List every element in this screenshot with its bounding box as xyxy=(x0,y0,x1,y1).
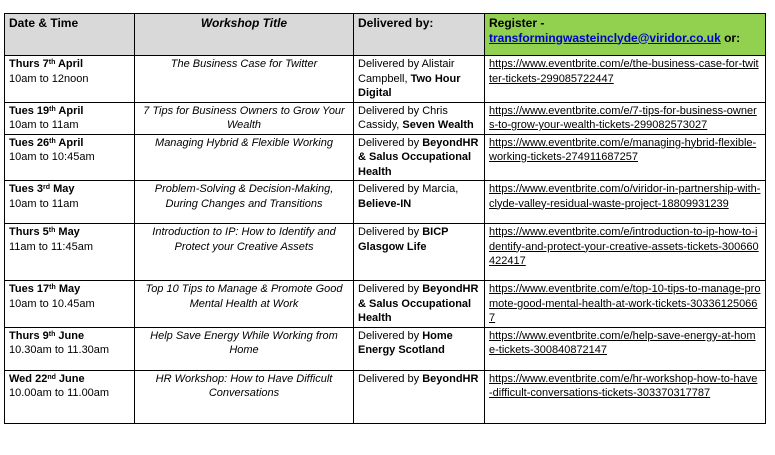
day-label: Tues 3 xyxy=(9,183,44,195)
time-label: 11am to 11:45am xyxy=(9,240,93,253)
eventbrite-link[interactable]: https://www.eventbrite.com/e/the-business-case-for-twitter-tickets-299085722447 xyxy=(489,58,759,85)
day-suffix: th xyxy=(49,105,56,113)
table-row xyxy=(5,102,766,134)
day-label: Tues 26 xyxy=(9,136,50,149)
date-cell xyxy=(5,327,135,370)
workshop-schedule-table xyxy=(4,13,766,424)
workshop-title: Introduction to IP: How to Identify and Protect your Creative Assets xyxy=(135,224,354,281)
delivered-by-cell xyxy=(354,181,485,224)
day-label: Tues 19 xyxy=(9,104,50,117)
eventbrite-link[interactable]: https://www.eventbrite.com/e/hr-workshop-how-to-have-difficult-conversations-tickets-303370317787 xyxy=(489,372,758,399)
date-cell xyxy=(5,102,135,134)
table-row xyxy=(5,181,766,224)
delivered-by-cell xyxy=(354,56,485,103)
time-label: 10am to 11am xyxy=(9,197,79,210)
delivered-by-cell xyxy=(354,224,485,281)
eventbrite-link[interactable]: https://www.eventbrite.com/e/help-save-energy-at-home-tickets-300840872147 xyxy=(489,329,756,356)
register-link-cell xyxy=(485,281,766,328)
table-row xyxy=(5,370,766,423)
organisation: BeyondHR & Salus Occupational Health xyxy=(358,283,479,324)
day-suffix: th xyxy=(49,284,56,291)
organisation: Home Energy Scotland xyxy=(358,329,453,356)
workshop-title: HR Workshop: How to Have Difficult Conversations xyxy=(135,370,354,423)
register-link-cell xyxy=(485,56,766,103)
register-link-cell xyxy=(485,134,766,181)
date-cell xyxy=(5,134,135,181)
workshop-title: The Business Case for Twitter xyxy=(135,56,354,103)
table-row xyxy=(5,134,766,181)
day-label: Thurs 7 xyxy=(9,58,49,70)
register-link-cell xyxy=(485,370,766,423)
register-label: Register - xyxy=(489,16,545,30)
day-suffix: th xyxy=(49,137,56,145)
register-link-cell xyxy=(485,327,766,370)
register-header xyxy=(485,14,766,56)
date-cell xyxy=(5,281,135,328)
workshop-title: 7 Tips for Business Owners to Grow Your Wealth xyxy=(135,102,354,134)
presenter: Delivered by Chris Cassidy, xyxy=(358,104,448,131)
eventbrite-link[interactable]: https://www.eventbrite.com/e/introduction-to-ip-how-to-identify-and-protect-your-creative-assets-tickets-300660422417 xyxy=(489,226,759,267)
table-row xyxy=(5,224,766,281)
month-label: June xyxy=(55,329,85,342)
register-or: or: xyxy=(720,30,741,45)
eventbrite-link[interactable]: https://www.eventbrite.com/e/top-10-tips-to-manage-promote-good-mental-health-at-work-tickets-303361250667 xyxy=(489,283,761,324)
organisation: Seven Wealth xyxy=(402,119,474,131)
month-label: May xyxy=(50,183,75,195)
day-suffix: nd xyxy=(47,373,56,381)
presenter: Delivered by xyxy=(358,136,423,149)
date-cell xyxy=(5,56,135,103)
day-suffix: th xyxy=(48,330,56,338)
table-header-row xyxy=(5,14,766,56)
time-label: 10.00am to 11.00am xyxy=(9,387,110,399)
presenter: Delivered by xyxy=(358,226,423,238)
time-label: 10am to 10:45am xyxy=(9,151,95,163)
time-label: 10am to 12noon xyxy=(9,72,89,85)
date-cell xyxy=(5,181,135,224)
month-label: April xyxy=(55,104,84,117)
workshop-title: Managing Hybrid & Flexible Working xyxy=(135,134,354,181)
delivered-by-cell xyxy=(354,327,485,370)
month-label: May xyxy=(55,283,81,295)
register-link-cell xyxy=(485,181,766,224)
presenter: Delivered by Alistair Campbell, xyxy=(358,58,455,85)
month-label: June xyxy=(55,372,85,385)
workshop-title: Help Save Energy While Working from Home xyxy=(135,327,354,370)
organisation: Believe-IN xyxy=(358,197,412,210)
register-link-cell xyxy=(485,102,766,134)
month-label: April xyxy=(55,58,84,70)
eventbrite-link[interactable]: https://www.eventbrite.com/e/7-tips-for-business-owners-to-grow-your-wealth-tickets-299082573027 xyxy=(489,104,757,131)
delivered-by-cell xyxy=(354,370,485,423)
table-row xyxy=(5,281,766,328)
month-label: April xyxy=(55,136,84,149)
presenter: Delivered by xyxy=(358,283,423,295)
workshop-title-header: Workshop Title xyxy=(135,14,354,56)
eventbrite-link[interactable]: https://www.eventbrite.com/e/managing-hybrid-flexible-working-tickets-274911687257 xyxy=(489,136,757,163)
workshop-title: Problem-Solving & Decision-Making, During Changes and Transitions xyxy=(135,181,354,224)
presenter: Delivered by xyxy=(358,372,423,385)
date-time-header: Date & Time xyxy=(5,14,135,56)
time-label: 10.30am to 11.30am xyxy=(9,344,110,356)
day-suffix: th xyxy=(48,227,56,234)
workshop-title: Top 10 Tips to Manage & Promote Good Mental Health at Work xyxy=(135,281,354,328)
delivered-by-cell xyxy=(354,134,485,181)
organisation: BICP Glasgow Life xyxy=(358,226,449,253)
register-email-link[interactable]: transformingwasteinclyde@viridor.co.uk xyxy=(489,30,721,45)
organisation: Two Hour Digital xyxy=(358,72,461,99)
delivered-by-header: Delivered by: xyxy=(354,14,485,56)
day-suffix: rd xyxy=(43,184,51,191)
time-label: 10am to 10.45am xyxy=(9,297,95,310)
time-label: 10am to 11am xyxy=(9,119,79,131)
eventbrite-link[interactable]: https://www.eventbrite.com/o/viridor-in-partnership-with-clyde-valley-residual-waste-project-18809931239 xyxy=(489,183,761,210)
table-row xyxy=(5,56,766,103)
date-cell xyxy=(5,224,135,281)
delivered-by-cell xyxy=(354,281,485,328)
organisation: BeyondHR & Salus Occupational Health xyxy=(358,136,479,178)
day-label: Thurs 5 xyxy=(9,226,49,238)
month-label: May xyxy=(55,226,80,238)
day-label: Wed 22 xyxy=(9,372,48,385)
register-link-cell xyxy=(485,224,766,281)
delivered-by-cell xyxy=(354,102,485,134)
organisation: BeyondHR xyxy=(422,372,479,385)
day-suffix: th xyxy=(48,59,56,66)
presenter: Delivered by Marcia, xyxy=(358,183,459,195)
day-label: Thurs 9 xyxy=(9,329,49,342)
table-row xyxy=(5,327,766,370)
presenter: Delivered by xyxy=(358,329,423,342)
date-cell xyxy=(5,370,135,423)
day-label: Tues 17 xyxy=(9,283,50,295)
